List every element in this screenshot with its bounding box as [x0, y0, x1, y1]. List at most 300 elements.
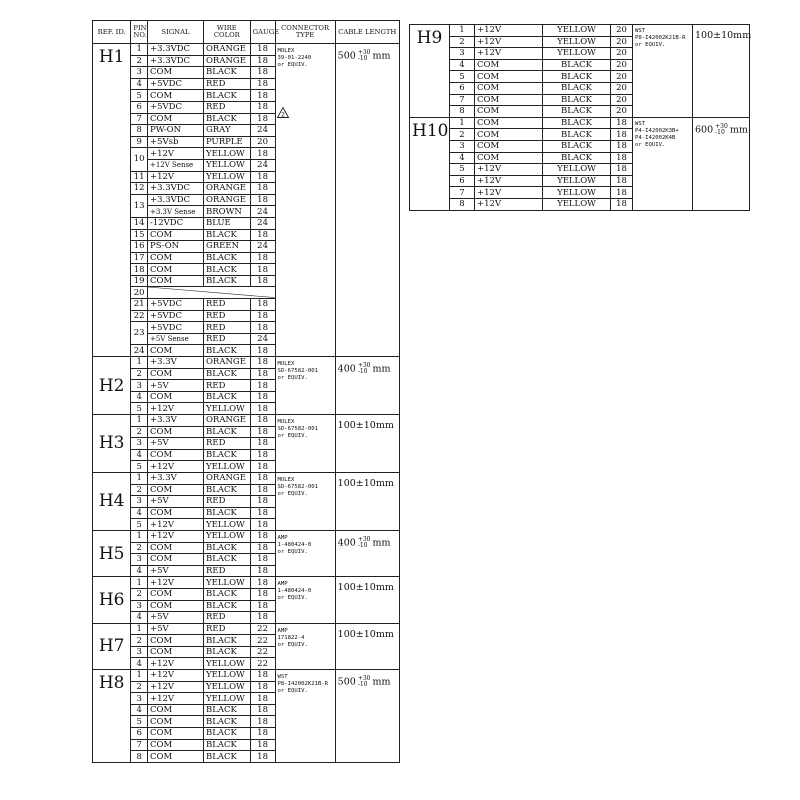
pin-number: 5 — [131, 90, 148, 102]
gauge-cell: 20 — [611, 25, 633, 37]
wire-color-cell: YELLOW — [543, 36, 611, 48]
wire-color-cell: ORANGE — [203, 183, 250, 195]
gauge-cell: 18 — [250, 90, 275, 102]
gauge-cell: 18 — [250, 728, 275, 740]
pin-number: 1 — [450, 25, 475, 37]
connector-type: MOLEX SD-67582-001 or EQUIV. — [275, 357, 335, 415]
gauge-cell: 18 — [250, 507, 275, 519]
gauge-cell: 24 — [250, 333, 275, 345]
cable-length-text: 100±10mm — [337, 477, 394, 489]
wire-color-cell: YELLOW — [543, 25, 611, 37]
pin-number: 3 — [131, 600, 148, 612]
col-ref-id: REF. ID. — [93, 21, 131, 44]
ref-id: H9 — [410, 25, 450, 118]
signal-cell: +5V — [147, 438, 203, 450]
ref-id: H10 — [410, 117, 450, 210]
pin-number: 17 — [131, 252, 148, 264]
wire-color-cell: YELLOW — [203, 461, 250, 473]
signal-cell: +12V — [147, 148, 203, 160]
wire-color-cell: RED — [203, 612, 250, 624]
unused-slash-line — [148, 287, 275, 298]
cable-length-tolerance — [358, 50, 371, 62]
gauge-cell: 20 — [611, 94, 633, 106]
harness-rows-right — [410, 25, 750, 211]
signal-cell: COM — [147, 554, 203, 566]
gauge-cell: 18 — [250, 101, 275, 113]
gauge-cell: 18 — [250, 484, 275, 496]
connector-type: MOLEX SD-67582-001 or EQUIV. — [275, 472, 335, 530]
gauge-cell: 24 — [250, 125, 275, 137]
pin-number: 2 — [131, 426, 148, 438]
signal-cell: +3.3VDC — [147, 183, 203, 195]
wire-color-cell: RED — [203, 565, 250, 577]
ref-id: H3 — [93, 415, 131, 473]
gauge-cell: 18 — [250, 183, 275, 195]
pin-number: 12 — [131, 183, 148, 195]
signal-cell: COM — [147, 716, 203, 728]
cable-length — [335, 530, 399, 576]
gauge-cell: 18 — [250, 391, 275, 403]
wire-color-cell: ORANGE — [203, 472, 250, 484]
wire-color-cell: YELLOW — [203, 519, 250, 531]
gauge-cell: 18 — [250, 113, 275, 125]
pin-number: 2 — [131, 368, 148, 380]
gauge-cell: 18 — [250, 577, 275, 589]
pin-number: 5 — [131, 461, 148, 473]
signal-cell: +12V — [147, 530, 203, 542]
wire-color-cell: RED — [203, 299, 250, 311]
gauge-cell: 18 — [250, 310, 275, 322]
tolerance-minus: -10 — [715, 128, 725, 136]
pin-number: 1 — [131, 530, 148, 542]
signal-cell: COM — [147, 90, 203, 102]
signal-cell: COM — [147, 542, 203, 554]
gauge-cell: 18 — [250, 681, 275, 693]
cable-length-base: 500 — [337, 676, 356, 688]
signal-cell: COM — [147, 426, 203, 438]
wire-color-cell: YELLOW — [203, 693, 250, 705]
signal-cell: COM — [147, 588, 203, 600]
signal-cell: COM — [147, 229, 203, 241]
pin-number: 3 — [131, 496, 148, 508]
ref-id: H7 — [93, 623, 131, 669]
wire-color-cell: RED — [203, 623, 250, 635]
signal-cell: COM — [147, 635, 203, 647]
wire-color-cell: ORANGE — [203, 415, 250, 427]
gauge-cell: 18 — [250, 78, 275, 90]
signal-cell: PS-ON — [147, 241, 203, 253]
signal-cell: COM — [147, 345, 203, 357]
pin-number: 4 — [450, 59, 475, 71]
col-gauge: GAUGE — [250, 21, 275, 44]
gauge-cell: 18 — [611, 175, 633, 187]
cable-length-base: 600 — [695, 124, 714, 136]
signal-cell: COM — [147, 113, 203, 125]
gauge-cell: 18 — [250, 229, 275, 241]
wire-color-cell: YELLOW — [203, 403, 250, 415]
cable-length — [335, 472, 399, 530]
wire-color-cell: BLACK — [203, 635, 250, 647]
wire-color-cell: YELLOW — [203, 159, 250, 171]
connector-type: WST P8-I42002K21B-R or EQUIV. — [633, 25, 693, 118]
pin-number: 3 — [450, 140, 475, 152]
wire-color-cell: RED — [203, 101, 250, 113]
wire-color-cell: BLACK — [203, 449, 250, 461]
cable-length — [335, 357, 399, 415]
pin-number: 3 — [131, 67, 148, 79]
pin-number: 4 — [131, 391, 148, 403]
signal-cell: COM — [147, 391, 203, 403]
header-row — [93, 21, 400, 44]
pin-number: 5 — [450, 71, 475, 83]
signal-cell: +12V — [475, 25, 543, 37]
wire-color-cell: RED — [203, 333, 250, 345]
wire-color-cell: BLACK — [543, 82, 611, 94]
signal-cell: COM — [147, 484, 203, 496]
connector-type: AMP 1-480424-0 or EQUIV. — [275, 577, 335, 623]
wire-color-cell: BLACK — [203, 507, 250, 519]
pin-number: 4 — [131, 612, 148, 624]
pin-number: 1 — [131, 623, 148, 635]
tolerance-minus: -10 — [357, 368, 368, 376]
signal-cell: +12V — [147, 577, 203, 589]
wire-color-cell: YELLOW — [203, 530, 250, 542]
signal-cell: +3.3VDC — [147, 44, 203, 56]
pin-number: 3 — [450, 48, 475, 60]
cable-length-tolerance — [715, 124, 728, 136]
pin-number: 3 — [131, 693, 148, 705]
wire-color-cell: YELLOW — [203, 681, 250, 693]
gauge-cell: 18 — [250, 554, 275, 566]
gauge-cell: 18 — [250, 612, 275, 624]
wire-color-cell: ORANGE — [203, 194, 250, 206]
pin-number: 2 — [131, 681, 148, 693]
signal-cell: COM — [147, 252, 203, 264]
table-row — [93, 577, 400, 589]
gauge-cell: 18 — [250, 252, 275, 264]
gauge-cell: 18 — [250, 519, 275, 531]
signal-cell: COM — [147, 728, 203, 740]
wire-color-cell: YELLOW — [543, 198, 611, 210]
signal-cell: +12V — [475, 187, 543, 199]
wire-color-cell: GREEN — [203, 241, 250, 253]
pin-number: 3 — [131, 380, 148, 392]
wire-color-cell: BLACK — [203, 264, 250, 276]
pin-number: 4 — [450, 152, 475, 164]
wire-color-cell: RED — [203, 310, 250, 322]
gauge-cell: 18 — [250, 472, 275, 484]
wire-color-cell: BLACK — [203, 704, 250, 716]
signal-cell: COM — [475, 129, 543, 141]
signal-cell: +5V — [147, 496, 203, 508]
pin-number: 2 — [131, 55, 148, 67]
signal-cell: +5Vsb — [147, 136, 203, 148]
gauge-cell: 22 — [250, 646, 275, 658]
wire-color-cell: BLACK — [543, 106, 611, 118]
wire-color-cell: ORANGE — [203, 55, 250, 67]
gauge-cell: 18 — [250, 751, 275, 763]
pin-number: 1 — [131, 577, 148, 589]
signal-cell: COM — [147, 368, 203, 380]
gauge-cell: 18 — [611, 129, 633, 141]
cable-length — [335, 577, 399, 623]
harness-table-left — [92, 20, 400, 763]
triangle-warning-icon — [277, 107, 333, 121]
gauge-cell: 18 — [250, 438, 275, 450]
gauge-cell: 22 — [250, 623, 275, 635]
pin-number: 2 — [450, 129, 475, 141]
wire-color-cell: BLACK — [543, 129, 611, 141]
gauge-cell: 24 — [250, 241, 275, 253]
signal-cell: +12V — [475, 175, 543, 187]
wire-color-cell: RED — [203, 496, 250, 508]
wire-color-cell: BLACK — [203, 345, 250, 357]
signal-cell: COM — [475, 59, 543, 71]
ref-id: H2 — [93, 357, 131, 415]
signal-cell: COM — [147, 739, 203, 751]
table-row — [93, 357, 400, 369]
pin-number: 2 — [450, 36, 475, 48]
harness-table-right — [409, 24, 750, 211]
tolerance-minus: -10 — [357, 55, 368, 62]
signal-cell: +12V — [147, 658, 203, 670]
pin-number: 7 — [450, 187, 475, 199]
signal-cell: +12V — [475, 36, 543, 48]
tolerance-minus: -10 — [357, 681, 368, 689]
pin-number: 8 — [450, 106, 475, 118]
signal-cell: +12V — [147, 171, 203, 183]
pin-number: 1 — [131, 415, 148, 427]
cable-length-unit: mm — [729, 124, 748, 136]
pin-number: 7 — [450, 94, 475, 106]
signal-cell: +12V Sense — [147, 159, 203, 171]
gauge-cell: 22 — [250, 658, 275, 670]
gauge-cell: 24 — [250, 217, 275, 229]
signal-cell: +5V Sense — [147, 333, 203, 345]
cable-length — [335, 415, 399, 473]
wire-color-cell: GRAY — [203, 125, 250, 137]
gauge-cell: 18 — [250, 426, 275, 438]
wire-color-cell: BROWN — [203, 206, 250, 218]
gauge-cell: 18 — [250, 542, 275, 554]
wire-color-cell: BLACK — [203, 252, 250, 264]
table-row — [410, 25, 750, 37]
connector-type: WST P8-I42002K21B-R or EQUIV. — [275, 670, 335, 763]
cable-length-tolerance — [358, 676, 371, 688]
cable-length — [335, 44, 399, 357]
connector-type: WST P4-I42002K3B+ P4-I42002K4B or EQUIV. — [633, 117, 693, 210]
gauge-cell: 20 — [611, 36, 633, 48]
wire-color-cell: BLACK — [203, 646, 250, 658]
gauge-cell: 18 — [250, 67, 275, 79]
wire-color-cell: BLACK — [203, 728, 250, 740]
gauge-cell: 18 — [611, 164, 633, 176]
signal-cell: +3.3V Sense — [147, 206, 203, 218]
signal-cell: COM — [475, 152, 543, 164]
signal-cell: PW-ON — [147, 125, 203, 137]
pin-number: 18 — [131, 264, 148, 276]
pin-number: 5 — [450, 164, 475, 176]
pin-number: 10 — [131, 148, 148, 171]
signal-cell: COM — [147, 449, 203, 461]
gauge-cell: 18 — [250, 264, 275, 276]
svg-text:2: 2 — [280, 111, 285, 119]
pin-number: 6 — [131, 728, 148, 740]
table-row — [93, 472, 400, 484]
wire-color-cell: BLACK — [203, 588, 250, 600]
gauge-cell: 18 — [250, 171, 275, 183]
signal-cell: +3.3VDC — [147, 55, 203, 67]
signal-cell: +12V — [475, 198, 543, 210]
wire-color-cell: YELLOW — [203, 171, 250, 183]
pin-number: 2 — [131, 484, 148, 496]
pin-number: 1 — [131, 670, 148, 682]
pin-number: 4 — [131, 565, 148, 577]
gauge-cell: 18 — [250, 345, 275, 357]
gauge-cell: 18 — [611, 117, 633, 129]
wire-color-cell: YELLOW — [203, 658, 250, 670]
cable-length-text: 100±10mm — [337, 420, 394, 431]
signal-cell: +5VDC — [147, 322, 203, 334]
pin-number: 9 — [131, 136, 148, 148]
pin-number: 4 — [131, 658, 148, 670]
gauge-cell: 18 — [250, 670, 275, 682]
wire-color-cell: BLACK — [203, 542, 250, 554]
signal-cell: COM — [475, 71, 543, 83]
pin-number: 13 — [131, 194, 148, 217]
ref-id: H8 — [93, 670, 131, 763]
cable-length — [693, 117, 750, 210]
signal-cell: +5V — [147, 612, 203, 624]
gauge-cell: 18 — [250, 148, 275, 160]
signal-cell: COM — [147, 67, 203, 79]
tolerance-plus: +30 — [357, 49, 371, 56]
pin-number: 22 — [131, 310, 148, 322]
signal-cell: COM — [475, 94, 543, 106]
gauge-cell: 18 — [611, 152, 633, 164]
signal-cell: +12V — [147, 403, 203, 415]
pin-number: 1 — [131, 357, 148, 369]
cable-length-text: 100±10mm — [337, 582, 394, 594]
wire-color-cell: BLACK — [203, 426, 250, 438]
gauge-cell: 18 — [250, 55, 275, 67]
cable-length-unit: mm — [372, 363, 391, 375]
pin-number: 23 — [131, 322, 148, 345]
wire-color-cell: RED — [203, 78, 250, 90]
wire-color-cell: BLACK — [203, 113, 250, 125]
gauge-cell: 18 — [250, 739, 275, 751]
signal-cell: +3.3V — [147, 415, 203, 427]
gauge-cell: 20 — [611, 48, 633, 60]
wire-color-cell: YELLOW — [203, 577, 250, 589]
gauge-cell: 18 — [250, 496, 275, 508]
signal-cell: +12V — [147, 519, 203, 531]
wire-color-cell: BLACK — [203, 67, 250, 79]
gauge-cell: 20 — [250, 136, 275, 148]
table-row — [93, 670, 400, 682]
wire-color-cell: YELLOW — [543, 187, 611, 199]
signal-cell: +3.3VDC — [147, 194, 203, 206]
wire-color-cell: BLACK — [203, 554, 250, 566]
tolerance-plus: +30 — [357, 362, 371, 370]
tolerance-plus: +30 — [715, 122, 728, 130]
pin-number: 2 — [131, 635, 148, 647]
wire-color-cell: BLACK — [203, 90, 250, 102]
signal-cell: +5V — [147, 565, 203, 577]
wire-color-cell: YELLOW — [203, 148, 250, 160]
gauge-cell: 18 — [250, 716, 275, 728]
cable-length-base: 500 — [337, 50, 356, 62]
gauge-cell: 18 — [250, 357, 275, 369]
gauge-cell: 18 — [250, 403, 275, 415]
signal-cell: COM — [475, 140, 543, 152]
pin-number: 4 — [131, 704, 148, 716]
pin-number: 3 — [131, 438, 148, 450]
signal-cell: COM — [475, 106, 543, 118]
gauge-cell: 20 — [611, 59, 633, 71]
gauge-cell: 18 — [250, 588, 275, 600]
wire-color-cell: YELLOW — [543, 164, 611, 176]
signal-cell: +12V — [475, 48, 543, 60]
gauge-cell: 24 — [250, 206, 275, 218]
gauge-cell: 18 — [250, 415, 275, 427]
wire-color-cell: YELLOW — [543, 48, 611, 60]
pin-number: 14 — [131, 217, 148, 229]
pin-number: 20 — [131, 287, 148, 299]
signal-cell: COM — [147, 264, 203, 276]
pin-number: 5 — [131, 716, 148, 728]
wire-color-cell: BLACK — [543, 117, 611, 129]
tolerance-plus: +30 — [357, 535, 371, 543]
pin-number: 2 — [131, 542, 148, 554]
pin-number: 4 — [131, 507, 148, 519]
gauge-cell: 18 — [250, 275, 275, 287]
cable-length — [335, 670, 399, 763]
wire-color-cell: ORANGE — [203, 357, 250, 369]
connector-type: AMP 1-480424-0 or EQUIV. — [275, 530, 335, 576]
gauge-cell: 18 — [250, 704, 275, 716]
pin-number: 19 — [131, 275, 148, 287]
cable-length-text: 100±10mm — [695, 30, 752, 41]
wire-color-cell: ORANGE — [203, 44, 250, 56]
pin-number: 4 — [131, 449, 148, 461]
gauge-cell: 18 — [611, 140, 633, 152]
wire-color-cell: BLACK — [543, 152, 611, 164]
tolerance-minus: -10 — [357, 541, 368, 549]
table-row — [93, 530, 400, 542]
wire-color-cell: BLACK — [203, 751, 250, 763]
pin-number: 2 — [131, 588, 148, 600]
gauge-cell: 18 — [611, 198, 633, 210]
wire-color-cell: BLUE — [203, 217, 250, 229]
cable-length-base: 400 — [337, 537, 356, 549]
col-pin-no: PIN NO. — [131, 21, 148, 44]
wire-color-cell: BLACK — [203, 229, 250, 241]
wire-color-cell: BLACK — [203, 275, 250, 287]
gauge-cell: 20 — [611, 82, 633, 94]
wire-color-cell: BLACK — [203, 716, 250, 728]
gauge-cell: 18 — [611, 187, 633, 199]
pin-number: 8 — [131, 751, 148, 763]
signal-cell: +5VDC — [147, 299, 203, 311]
wire-color-cell: RED — [203, 438, 250, 450]
pin-number: 6 — [450, 82, 475, 94]
cable-length-tolerance — [358, 363, 371, 375]
gauge-cell: 18 — [250, 299, 275, 311]
pin-number: 21 — [131, 299, 148, 311]
ref-id: H5 — [93, 530, 131, 576]
signal-cell: +12V — [475, 164, 543, 176]
